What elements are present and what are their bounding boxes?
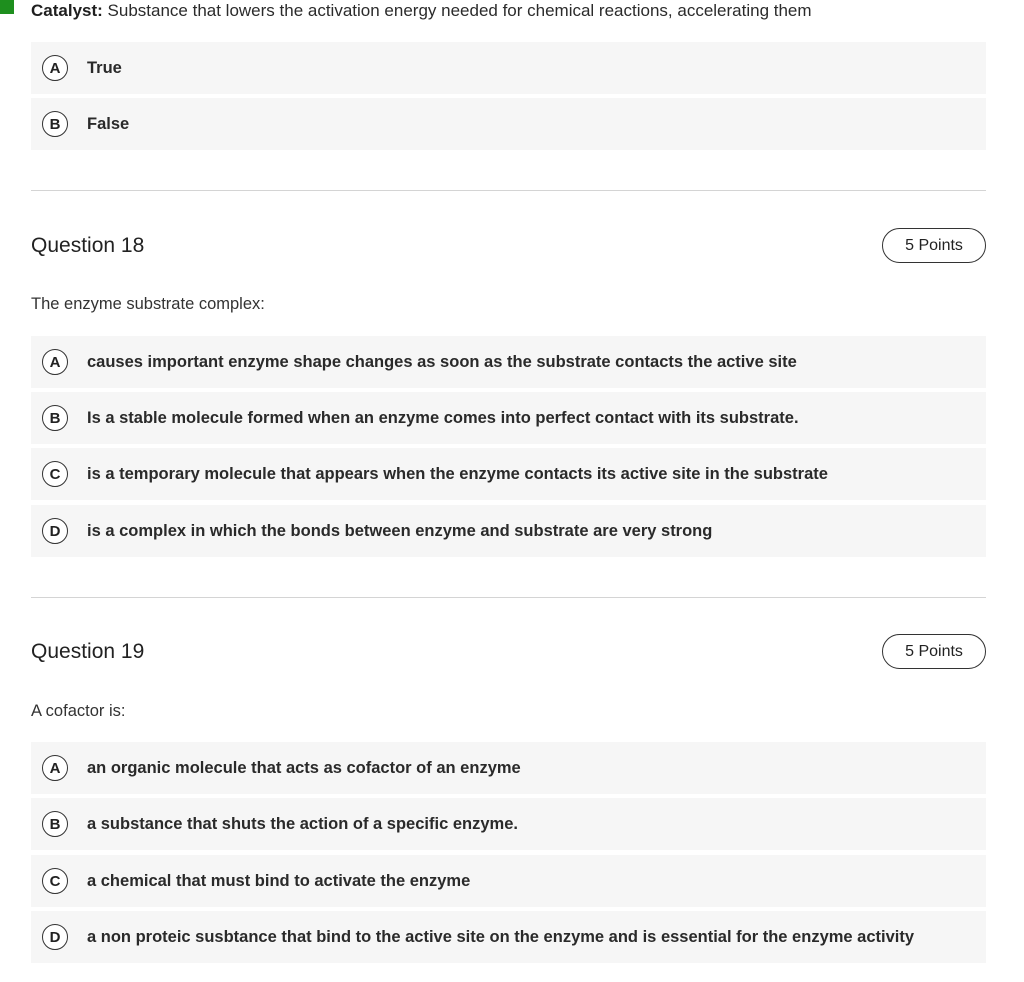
- option-letter-b: B: [42, 111, 68, 137]
- q19-option-b[interactable]: [31, 798, 986, 850]
- q17-option-a[interactable]: [31, 42, 986, 94]
- question-divider: [31, 190, 986, 191]
- q18-option-c[interactable]: [31, 448, 986, 500]
- q19-option-d[interactable]: [31, 911, 986, 963]
- option-letter-a: A: [42, 55, 68, 81]
- option-label: a chemical that must bind to activate the enzyme: [87, 871, 471, 890]
- option-letter-b: B: [42, 405, 68, 431]
- question-18-prompt: The enzyme substrate complex:: [31, 295, 265, 313]
- option-label: False: [87, 114, 130, 133]
- q18-option-a[interactable]: [31, 336, 986, 388]
- option-label: a non proteic susbtance that bind to the active site on the enzyme and is essential for the enzyme activity: [87, 927, 915, 946]
- option-label: is a temporary molecule that appears when the enzyme contacts its active site in the substrate: [87, 464, 828, 483]
- question-19-points-badge: 5 Points: [882, 634, 986, 669]
- question-divider: [31, 597, 986, 598]
- question-19-prompt: A cofactor is:: [31, 702, 126, 720]
- option-label: is a complex in which the bonds between enzyme and substrate are very strong: [87, 521, 713, 540]
- option-letter-c: C: [42, 461, 68, 487]
- option-label: True: [87, 58, 122, 77]
- option-label: Is a stable molecule formed when an enzyme comes into perfect contact with its substrate.: [87, 408, 799, 427]
- q19-option-c[interactable]: [31, 855, 986, 907]
- status-indicator: [0, 0, 14, 14]
- q18-option-d[interactable]: [31, 505, 986, 557]
- q17-option-b[interactable]: [31, 98, 986, 150]
- option-letter-c: C: [42, 868, 68, 894]
- question-17-statement: [31, 1, 812, 21]
- question-18-points-badge: 5 Points: [882, 228, 986, 263]
- option-letter-a: A: [42, 349, 68, 375]
- q18-option-b[interactable]: [31, 392, 986, 444]
- option-letter-b: B: [42, 811, 68, 837]
- statement-term: Catalyst:: [31, 1, 103, 20]
- option-letter-d: D: [42, 924, 68, 950]
- option-label: a substance that shuts the action of a specific enzyme.: [87, 814, 518, 833]
- question-18-title: Question 18: [31, 234, 145, 257]
- option-letter-d: D: [42, 518, 68, 544]
- option-label: causes important enzyme shape changes as soon as the substrate contacts the active site: [87, 352, 797, 371]
- option-letter-a: A: [42, 755, 68, 781]
- option-label: an organic molecule that acts as cofactor of an enzyme: [87, 758, 521, 777]
- question-19-title: Question 19: [31, 640, 145, 663]
- q19-option-a[interactable]: [31, 742, 986, 794]
- statement-definition: Substance that lowers the activation energy needed for chemical reactions, accelerating them: [102, 1, 812, 20]
